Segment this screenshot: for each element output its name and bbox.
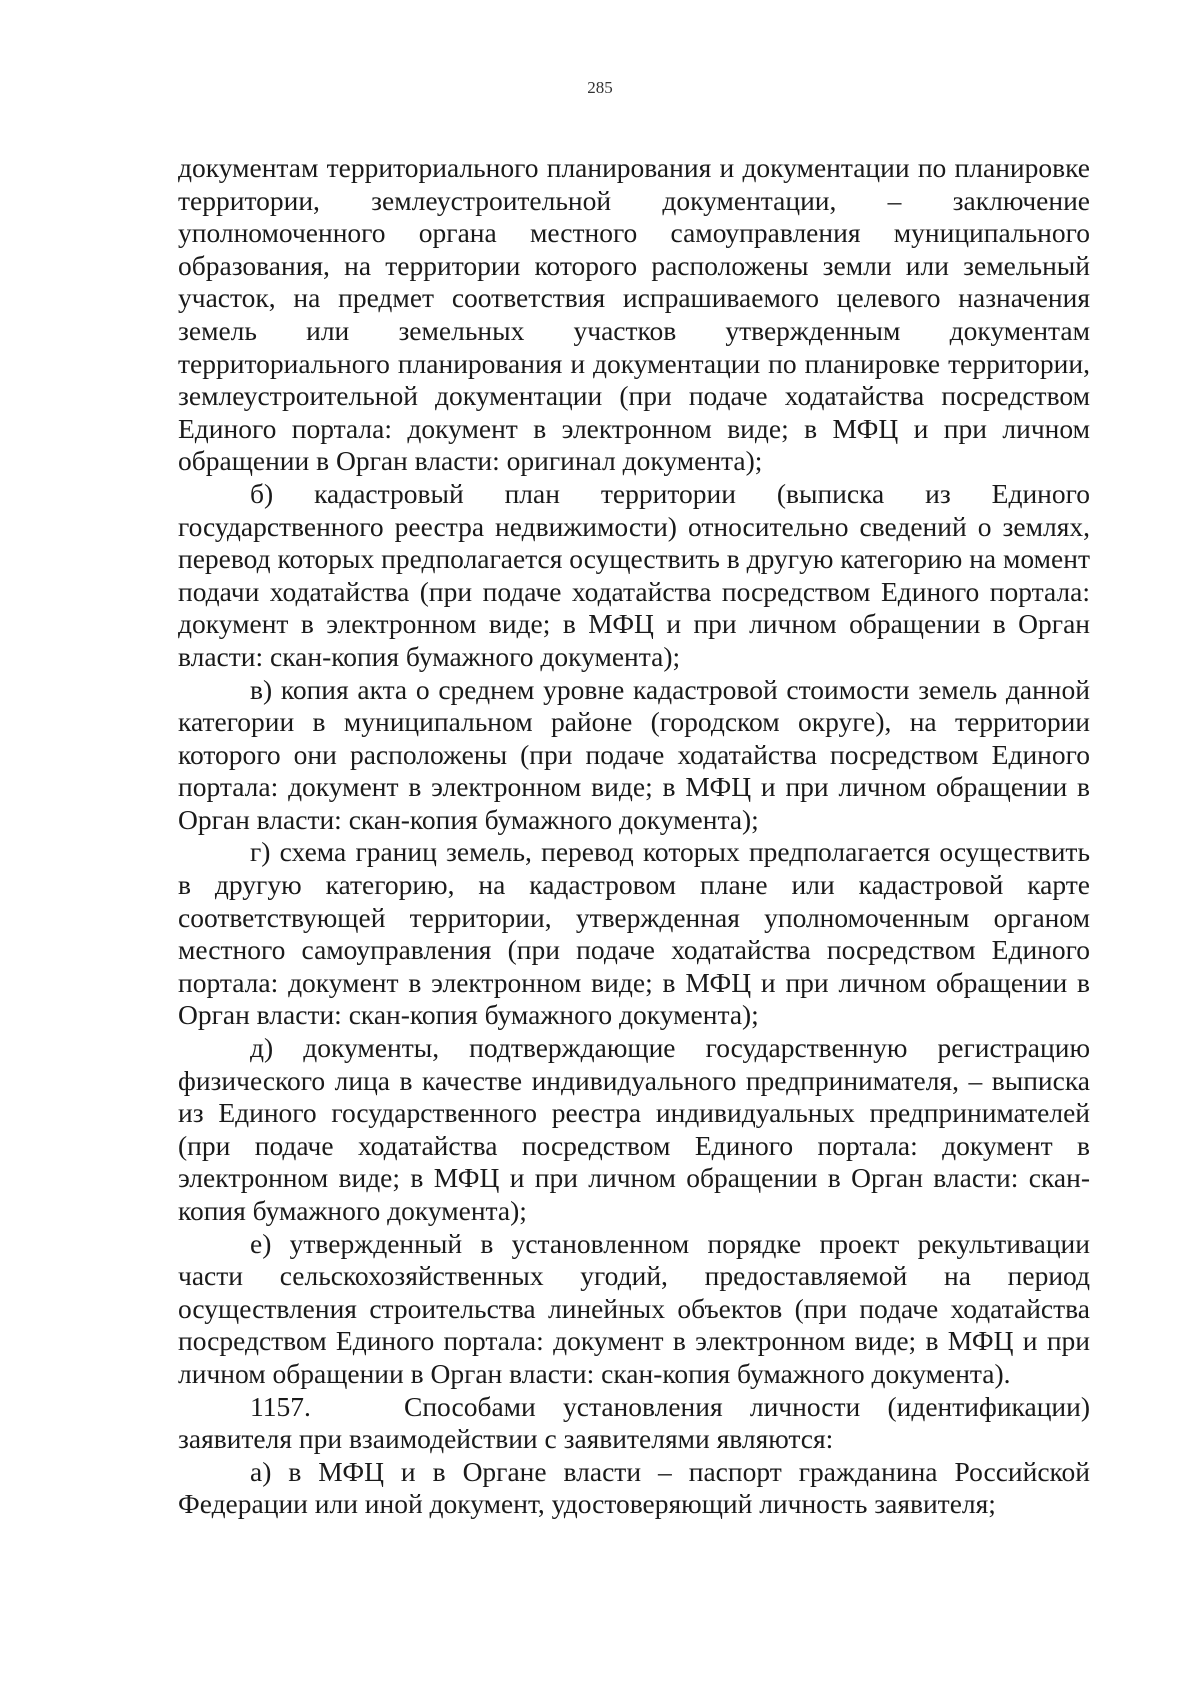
document-body: [178, 152, 1090, 1521]
paragraph-item-d: д) документы, подтверждающие государственную регистрацию физического лица в качестве индивидуального предпринимателя, – выписка из Единого государственного реестра индивидуальных предпринимателей (при подаче ходатайства посредством Единого портала: документ в электронном виде; в МФЦ и при личном обращении в Орган власти: скан-копия бумажного документа);: [178, 1032, 1090, 1226]
paragraph-item-b: б) кадастровый план территории (выписка из Единого государственного реестра недвижимости) относительно сведений о землях, перевод которых предполагается осуществить в другую категорию на момент подачи ходатайства (при подаче ходатайства посредством Единого портала: документ в электронном виде; в МФЦ и при личном обращении в Орган власти: скан-копия бумажного документа);: [178, 477, 1090, 672]
page-number: 285: [587, 78, 613, 97]
paragraph-item-g: г) схема границ земель, перевод которых предполагается осуществить в другую категорию, на кадастровом плане или кадастровой карте соответствующей территории, утвержденная уполномоченным органом местного самоуправления (при подаче ходатайства посредством Единого портала: документ в электронном виде; в МФЦ и при личном обращении в Орган власти: скан-копия бумажного документа);: [178, 836, 1090, 1031]
paragraph-continuation: документам территориального планирования и документации по планировке территории, землеустроительной документации, – заключение уполномоченного органа местного самоуправления муниципального образования, на территории которого расположены земли или земельный участок, на предмет соответствия испрашиваемого целевого назначения земель или земельных участков утвержденным документам территориального планирования и документации по планировке территории, землеустроительной документации (при подаче ходатайства посредством Единого портала: документ в электронном виде; в МФЦ и при личном обращении в Орган власти: оригинал документа);: [178, 152, 1090, 477]
clause-text: Способами установления личности (идентификации) заявителя при взаимодействии с заявителями являются:: [178, 1390, 1090, 1455]
paragraph-item-e: е) утвержденный в установленном порядке проект рекультивации части сельскохозяйственных угодий, предоставляемой на период осуществления строительства линейных объектов (при подаче ходатайства посредством Единого портала: документ в электронном виде; в МФЦ и при личном обращении в Орган власти: скан-копия бумажного документа).: [178, 1227, 1090, 1389]
clause-number: 1157.: [250, 1390, 311, 1422]
paragraph-1157: [178, 1391, 1090, 1456]
paragraph-item-v: в) копия акта о среднем уровне кадастровой стоимости земель данной категории в муниципальном районе (городском округе), на территории которого они расположены (при подаче ходатайства посредством Единого портала: документ в электронном виде; в МФЦ и при личном обращении в Орган власти: скан-копия бумажного документа);: [178, 673, 1090, 835]
paragraph-item-a: а) в МФЦ и в Органе власти – паспорт гражданина Российской Федерации или иной документ, удостоверяющий личность заявителя;: [178, 1455, 1090, 1520]
